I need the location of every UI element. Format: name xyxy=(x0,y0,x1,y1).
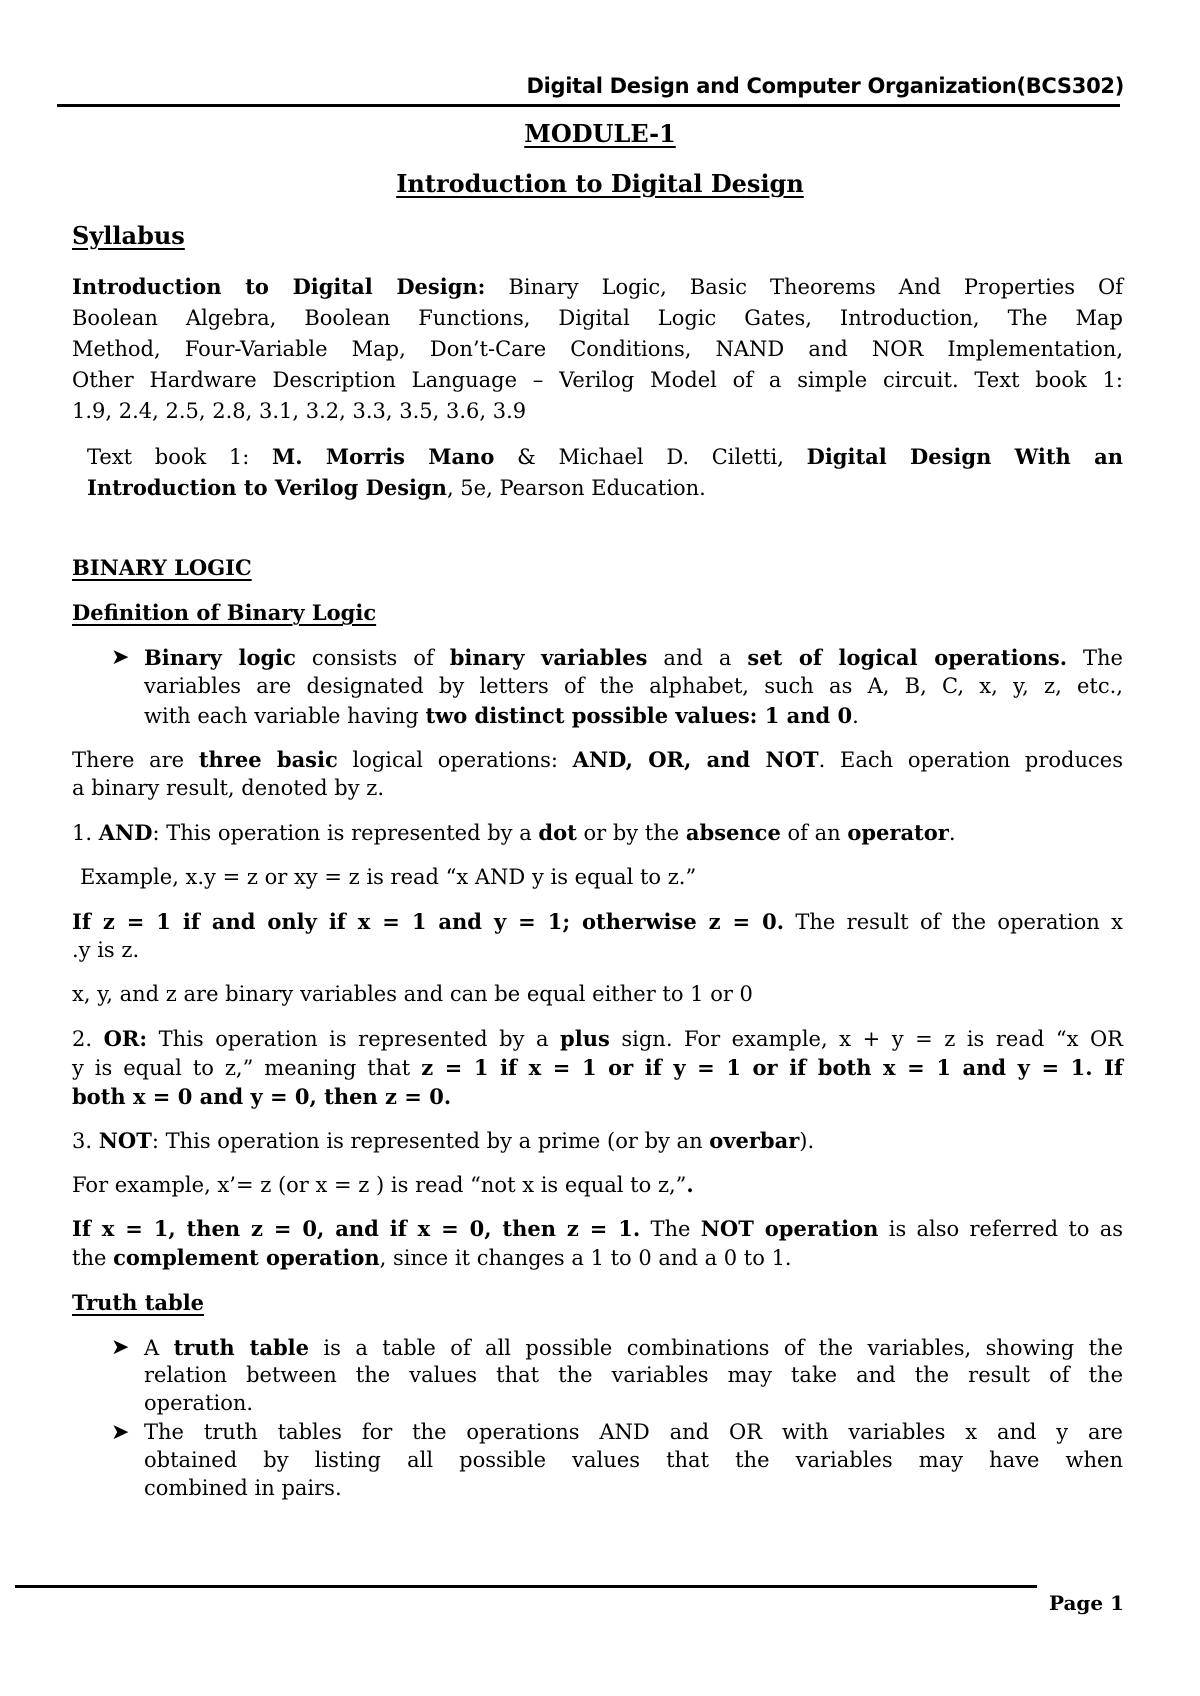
syllabus-line-5: 1.9, 2.4, 2.5, 2.8, 3.1, 3.2, 3.3, 3.5, 3.6, 3.9 xyxy=(72,399,527,423)
syllabus-heading: Syllabus xyxy=(72,221,185,250)
truth-bullet-2-line-2: obtained by listing all possible values that the variables may have when xyxy=(144,1448,1123,1472)
basic-ops-line-1: There are three basic logical operations: AND, OR, and NOT. Each operation produces xyxy=(72,747,1123,772)
not-operation: 3. NOT: This operation is represented by a prime (or by an overbar). xyxy=(72,1128,815,1153)
syllabus-line-1: Introduction to Digital Design: Binary Logic, Basic Theorems And Properties Of xyxy=(72,274,1124,299)
and-operation: 1. AND: This operation is represented by a dot or by the absence of an operator. xyxy=(72,820,956,845)
variables-note: x, y, and z are binary variables and can be equal either to 1 or 0 xyxy=(72,982,753,1006)
binary-bullet-line-3: with each variable having two distinct possible values: 1 and 0. xyxy=(144,703,859,728)
footer-rule xyxy=(15,1585,1037,1588)
not-rule-line-1: If x = 1, then z = 0, and if x = 0, then z = 1. The NOT operation is also referred to as xyxy=(72,1216,1123,1241)
and-rule-line-1: If z = 1 if and only if x = 1 and y = 1; otherwise z = 0. The result of the operation x xyxy=(72,909,1123,934)
truth-bullet-2-line-3: combined in pairs. xyxy=(144,1476,342,1500)
not-rule-line-2: the complement operation, since it changes a 1 to 0 and a 0 to 1. xyxy=(72,1245,792,1270)
binary-logic-heading: BINARY LOGIC xyxy=(72,555,252,580)
or-operation-line-1: 2. OR: This operation is represented by a plus sign. For example, x + y = z is read “x OR xyxy=(72,1026,1123,1051)
truth-bullet-2-line-1: The truth tables for the operations AND and OR with variables x and y are xyxy=(144,1420,1123,1444)
binary-bullet-line-2: variables are designated by letters of the alphabet, such as A, B, C, x, y, z, etc., xyxy=(144,674,1123,698)
truth-bullet-1-line-2: relation between the values that the variables may take and the result of the xyxy=(144,1363,1123,1387)
module-title: MODULE-1 xyxy=(524,119,676,148)
running-header: Digital Design and Computer Organization(BCS302) xyxy=(526,74,1124,98)
and-rule-line-2: .y is z. xyxy=(72,938,140,962)
bullet-arrow-icon: ➤ xyxy=(111,645,130,670)
binary-bullet-line-1: Binary logic consists of binary variables and a set of logical operations. The xyxy=(144,645,1123,670)
and-example: Example, x.y = z or xy = z is read “x AND y is equal to z.” xyxy=(80,865,697,889)
syllabus-line-2: Boolean Algebra, Boolean Functions, Digital Logic Gates, Introduction, The Map xyxy=(72,306,1123,330)
truth-bullet-1-line-3: operation. xyxy=(144,1391,254,1415)
textbook-line-1: Text book 1: M. Morris Mano & Michael D. Ciletti, Digital Design With an xyxy=(87,444,1123,469)
truth-bullet-1-line-1: A truth table is a table of all possible combinations of the variables, showing the xyxy=(144,1335,1123,1360)
or-operation-line-2: y is equal to z,” meaning that z = 1 if x = 1 or if y = 1 or if both x = 1 and y = 1. If xyxy=(72,1055,1123,1080)
syllabus-line-4: Other Hardware Description Language – Verilog Model of a simple circuit. Text book 1: xyxy=(72,368,1123,392)
syllabus-line-3: Method, Four-Variable Map, Don’t-Care Conditions, NAND and NOR Implementation, xyxy=(72,337,1123,361)
module-subtitle: Introduction to Digital Design xyxy=(396,169,804,198)
textbook-line-2: Introduction to Verilog Design, 5e, Pearson Education. xyxy=(87,475,706,500)
header-rule xyxy=(57,104,1120,107)
bullet-arrow-icon: ➤ xyxy=(111,1335,130,1360)
not-example: For example, x’= z (or x = z ) is read “not x is equal to z,”. xyxy=(72,1172,694,1197)
or-operation-line-3: both x = 0 and y = 0, then z = 0. xyxy=(72,1084,452,1109)
binary-definition-heading: Definition of Binary Logic xyxy=(72,600,377,625)
page-number: Page 1 xyxy=(1048,1591,1124,1615)
basic-ops-line-2: a binary result, denoted by z. xyxy=(72,776,384,800)
truth-table-heading: Truth table xyxy=(72,1290,205,1315)
bullet-arrow-icon: ➤ xyxy=(111,1420,130,1445)
